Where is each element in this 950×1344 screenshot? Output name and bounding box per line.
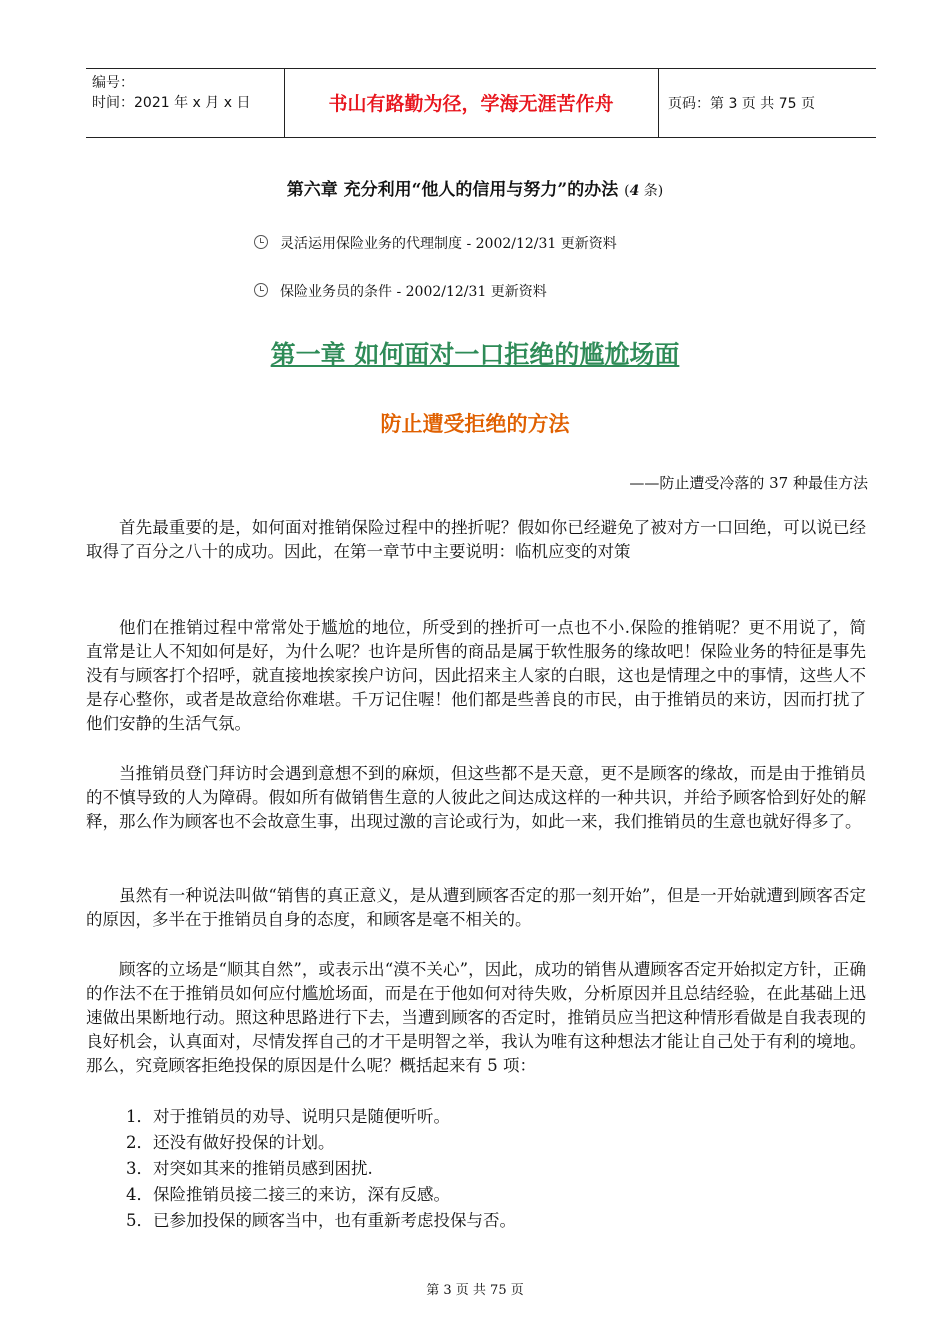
header-divider xyxy=(658,69,659,137)
header-motto: 书山有路勤为径，学海无涯苦作舟 xyxy=(328,93,614,115)
paragraph: 虽然有一种说法叫做“销售的真正意义，是从遭到顾客否定的那一刻开始”，但是一开始就遭到顾客否定的原因，多半在于推销员自身的态度，和顾客是毫不相关的。 xyxy=(86,886,866,929)
list-item: 1．对于推销员的劝导、说明只是随便听听。 xyxy=(126,1107,450,1126)
serial-label: 编号： xyxy=(92,75,134,91)
header-page-number: 页码：第 3 页 共 75 页 xyxy=(668,96,815,112)
byline: ——防止遭受冷落的 37 种最佳方法 xyxy=(629,474,868,492)
list-item: 5．已参加投保的顾客当中，也有重新考虑投保与否。 xyxy=(126,1211,516,1230)
chapter6-count: (4 条) xyxy=(624,183,664,199)
time-label: 时间：2021 年 x 月 x 日 xyxy=(92,95,251,111)
header-divider xyxy=(284,69,285,137)
paragraph: 首先最重要的是，如何面对推销保险过程中的挫折呢？假如你已经避免了被对方一口回绝，可以说已经取得了百分之八十的成功。因此，在第一章节中主要说明：临机应变的对策 xyxy=(86,518,866,561)
list-item: 2．还没有做好投保的计划。 xyxy=(126,1133,335,1152)
page-footer: 第 3 页 共 75 页 xyxy=(426,1283,524,1298)
chapter6-title-text: 第六章 充分利用“他人的信用与努力”的办法 xyxy=(286,180,625,200)
update-link-label: 灵活运用保险业务的代理制度 - 2002/12/31 更新资料 xyxy=(280,236,617,252)
chapter1-subtitle: 防止遭受拒绝的方法 xyxy=(380,412,570,436)
update-link-agency[interactable] xyxy=(254,233,617,253)
document-header xyxy=(86,68,876,138)
paragraph: 他们在推销过程中常常处于尴尬的地位，所受到的挫折可一点也不小.保险的推销呢？更不用说了，简直常是让人不知如何是好，为什么呢？也许是所售的商品是属于软性服务的缘故吧！保险业务的特征是事先没有与顾客打个招呼，就直接地挨家挨户访问，因此招来主人家的白眼，这也是情理之中的事情，这些人不是存心整你，或者是故意给你难堪。千万记住喔！他们都是些善良的市民，由于推销员的来访，因而打扰了他们安静的生活气氛。 xyxy=(86,618,866,733)
update-link-label: 保险业务员的条件 - 2002/12/31 更新资料 xyxy=(280,284,547,300)
header-meta xyxy=(92,73,250,113)
list-item: 4．保险推销员接二接三的来访，深有反感。 xyxy=(126,1185,450,1204)
chapter1-title[interactable]: 第一章 如何面对一口拒绝的尴尬场面 xyxy=(270,340,680,369)
chapter6-title xyxy=(0,175,950,200)
update-link-agent-conditions[interactable] xyxy=(254,281,547,301)
reason-list xyxy=(126,1104,516,1234)
paragraph: 顾客的立场是“顺其自然”，或表示出“漠不关心”，因此，成功的销售从遭顾客否定开始拟定方针，正确的作法不在于推销员如何应付尴尬场面，而是在于他如何对待失败，分析原因并且总结经验，在此基础上迅速做出果断地行动。照这种思路进行下去，当遭到顾客的否定时，推销员应当把这种情形看做是自我表现的良好机会，认真面对，尽情发挥自己的才干是明智之举，我认为唯有这种想法才能让自己处于有利的境地。那么，究竟顾客拒绝投保的原因是什么呢？概括起来有 5 项： xyxy=(86,960,866,1075)
list-item: 3．对突如其来的推销员感到困扰. xyxy=(126,1159,373,1178)
clock-icon xyxy=(254,283,268,297)
clock-icon xyxy=(254,235,268,249)
paragraph: 当推销员登门拜访时会遇到意想不到的麻烦，但这些都不是天意，更不是顾客的缘故，而是由于推销员的不慎导致的人为障碍。假如所有做销售生意的人彼此之间达成这样的一种共识，并给予顾客恰到好处的解释，那么作为顾客也不会故意生事，出现过激的言论或行为，如此一来，我们推销员的生意也就好得多了。 xyxy=(86,764,866,831)
